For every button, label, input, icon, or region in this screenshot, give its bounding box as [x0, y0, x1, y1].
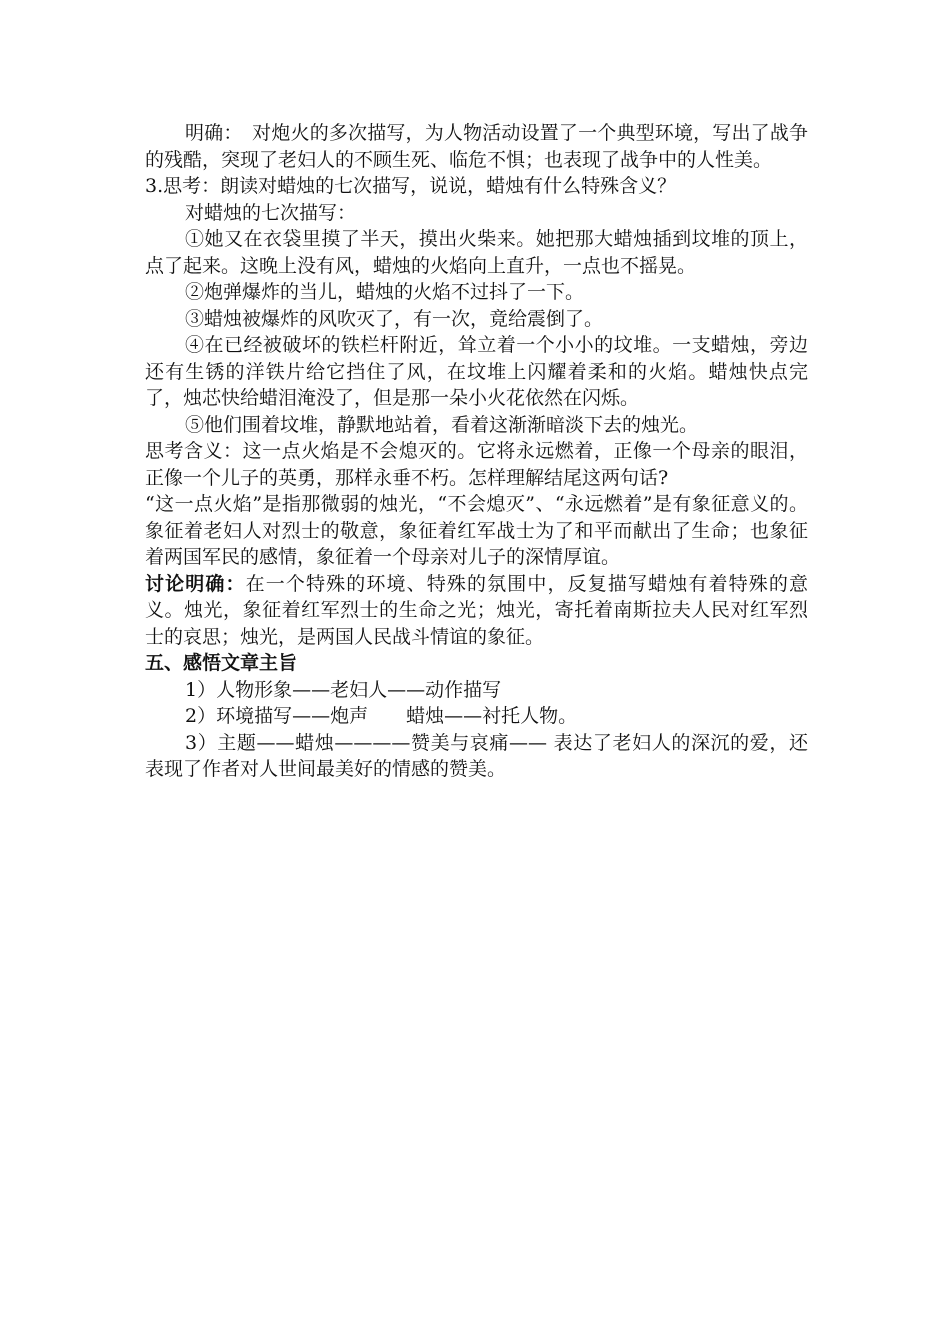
paragraph-clarification-1: 明确： 对炮火的多次描写，为人物活动设置了一个典型环境，写出了战争的残酷，突现了老妇人的不顾生死、临危不惧；也表现了战争中的人性美。 — [145, 122, 808, 171]
paragraph-discussion — [145, 571, 808, 651]
document-body — [145, 120, 808, 783]
paragraph-question-3: 3.思考：朗读对蜡烛的七次描写，说说，蜡烛有什么特殊含义？ — [145, 175, 677, 197]
discussion-text: 在一个特殊的环境、特殊的氛围中，反复描写蜡烛有着特殊的意义。烛光，象征着红军烈士的生命之光；烛光，寄托着南斯拉夫人民对红军烈士的哀思；烛光，是两国人民战斗情谊的象征。 — [145, 572, 808, 648]
paragraph-candle-intro: 对蜡烛的七次描写： — [185, 201, 357, 224]
paragraph-candle-2: ②炮弹爆炸的当儿，蜡烛的火焰不过抖了一下。 — [185, 281, 585, 303]
theme-item-1: 1）人物形象——老妇人——动作描写 — [185, 678, 502, 701]
theme-item-3: 3）主题——蜡烛————赞美与哀痛—— 表达了老妇人的深沉的爱，还表现了作者对人世间最美好的情感的赞美。 — [145, 731, 808, 780]
paragraph-candle-4: ④在已经被破坏的铁栏杆附近，耸立着一个小小的坟堆。一支蜡烛，旁边还有生锈的洋铁片给它挡住了风，在坟堆上闪耀着柔和的火焰。蜡烛快点完了，烛芯快给蜡泪淹没了，但是那一朵小火花依然在闪烁。 — [145, 334, 808, 409]
paragraph-meaning-answer: “这一点火焰”是指那微弱的烛光，“不会熄灭”、“永远燃着”是有象征意义的。象征着老妇人对烈士的敬意，象征着红军战士为了和平而献出了生命；也象征着两国军民的感情，象征着一个母亲对儿子的深情厚谊。 — [145, 493, 808, 568]
paragraph-candle-1: ①她又在衣袋里摸了半天，摸出火柴来。她把那大蜡烛插到坟堆的顶上，点了起来。这晚上没有风，蜡烛的火焰向上直升，一点也不摇晃。 — [145, 228, 808, 277]
discussion-label: 讨论明确： — [145, 572, 246, 595]
paragraph-meaning-question: 思考含义：这一点火焰是不会熄灭的。它将永远燃着，正像一个母亲的眼泪，正像一个儿子的英勇，那样永垂不朽。怎样理解结尾这两句话? — [145, 440, 808, 489]
theme-item-2: 2）环境描写——炮声 蜡烛——衬托人物。 — [185, 705, 578, 727]
paragraph-candle-5: ⑤他们围着坟堆，静默地站着，看着这渐渐暗淡下去的烛光。 — [185, 413, 699, 436]
section-heading-5: 五、感悟文章主旨 — [145, 652, 298, 674]
paragraph-candle-3: ③蜡烛被爆炸的风吹灭了，有一次，竟给震倒了。 — [185, 307, 604, 330]
